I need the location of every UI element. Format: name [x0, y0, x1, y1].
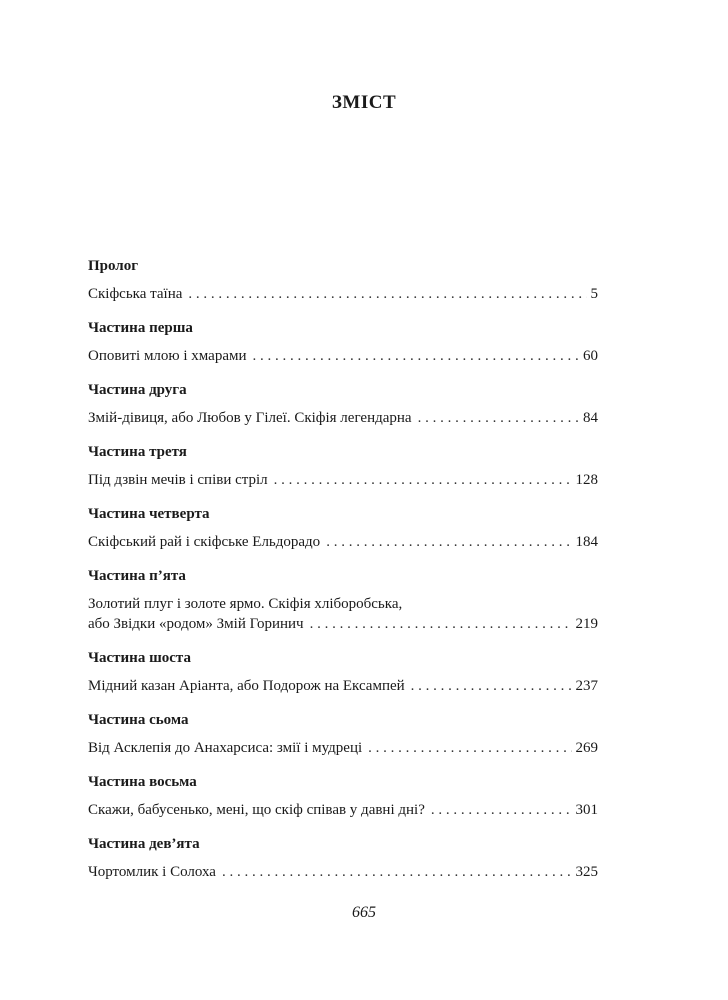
toc-section [88, 442, 598, 504]
toc-section [88, 648, 598, 710]
page-number: 237 [575, 678, 598, 694]
toc-entry-row[interactable] [88, 676, 598, 696]
toc-entry[interactable] [88, 594, 598, 634]
toc-section [88, 566, 598, 648]
entry-title: Змій-дівиця, або Любов у Гілеї. Скіфія легендарна [88, 410, 412, 426]
page-folio: 665 [352, 904, 376, 921]
part-heading: Частина восьма [88, 774, 197, 790]
page-number: 269 [575, 740, 598, 756]
dot-leader [418, 408, 579, 428]
part-heading: Частина дев’ята [88, 836, 200, 852]
page-number: 60 [583, 348, 598, 364]
table-of-contents [88, 256, 598, 896]
entry-title: Мідний казан Аріанта, або Подорож на Ексампей [88, 678, 405, 694]
toc-entry[interactable] [88, 862, 598, 882]
page-number: 301 [575, 802, 598, 818]
page-number: 84 [583, 410, 598, 426]
part-heading: Частина шоста [88, 650, 191, 666]
part-heading: Частина сьома [88, 712, 189, 728]
dot-leader [411, 676, 572, 696]
toc-entry[interactable] [88, 800, 598, 820]
page-number: 325 [575, 864, 598, 880]
dot-leader [431, 800, 572, 820]
toc-section [88, 256, 598, 318]
page-title: ЗМІСТ [331, 92, 397, 113]
toc-section [88, 834, 598, 896]
part-heading: Пролог [88, 258, 139, 274]
part-heading: Частина третя [88, 444, 187, 460]
entry-title: Скіфська таїна [88, 286, 183, 302]
entry-title-line-1: Золотий плуг і золоте ярмо. Скіфія хліборобська, [88, 596, 403, 612]
dot-leader [253, 346, 579, 366]
page-number: 5 [590, 286, 598, 302]
part-heading: Частина перша [88, 320, 193, 336]
dot-leader [310, 614, 572, 634]
entry-title: Чортомлик і Солоха [88, 864, 216, 880]
toc-entry-row[interactable] [88, 532, 598, 552]
toc-entry[interactable] [88, 284, 598, 304]
toc-entry[interactable] [88, 346, 598, 366]
toc-entry[interactable] [88, 738, 598, 758]
toc-entry[interactable] [88, 470, 598, 490]
entry-title: Від Асклепія до Анахарсиса: змії і мудреці [88, 740, 363, 756]
dot-leader [274, 470, 572, 490]
toc-entry-row[interactable] [88, 346, 598, 366]
toc-entry[interactable] [88, 676, 598, 696]
dot-leader [326, 532, 571, 552]
toc-entry-row[interactable] [88, 614, 598, 634]
toc-entry-row[interactable] [88, 738, 598, 758]
page-number: 219 [575, 616, 598, 632]
page-number: 184 [575, 534, 598, 550]
toc-entry-row[interactable] [88, 470, 598, 490]
entry-title: Скажи, бабусенько, мені, що скіф співав у давні дні? [88, 802, 425, 818]
dot-leader [222, 862, 572, 882]
toc-section [88, 318, 598, 380]
entry-title-line-2: або Звідки «родом» Змій Горинич [88, 616, 304, 632]
toc-entry-row[interactable] [88, 408, 598, 428]
dot-leader [368, 738, 571, 758]
part-heading: Частина четверта [88, 506, 210, 522]
entry-title: Оповиті млою і хмарами [88, 348, 247, 364]
page-number: 128 [575, 472, 598, 488]
toc-entry[interactable] [88, 532, 598, 552]
entry-title: Скіфський рай і скіфське Ельдорадо [88, 534, 321, 550]
entry-title: Під дзвін мечів і співи стріл [88, 472, 268, 488]
part-heading: Частина друга [88, 382, 187, 398]
toc-section [88, 380, 598, 442]
toc-entry-row[interactable] [88, 800, 598, 820]
part-heading: Частина п’ята [88, 568, 186, 584]
toc-entry-row[interactable] [88, 862, 598, 882]
toc-entry[interactable] [88, 408, 598, 428]
dot-leader [188, 284, 586, 304]
toc-section [88, 772, 598, 834]
toc-section [88, 710, 598, 772]
toc-entry-row[interactable] [88, 284, 598, 304]
toc-section [88, 504, 598, 566]
